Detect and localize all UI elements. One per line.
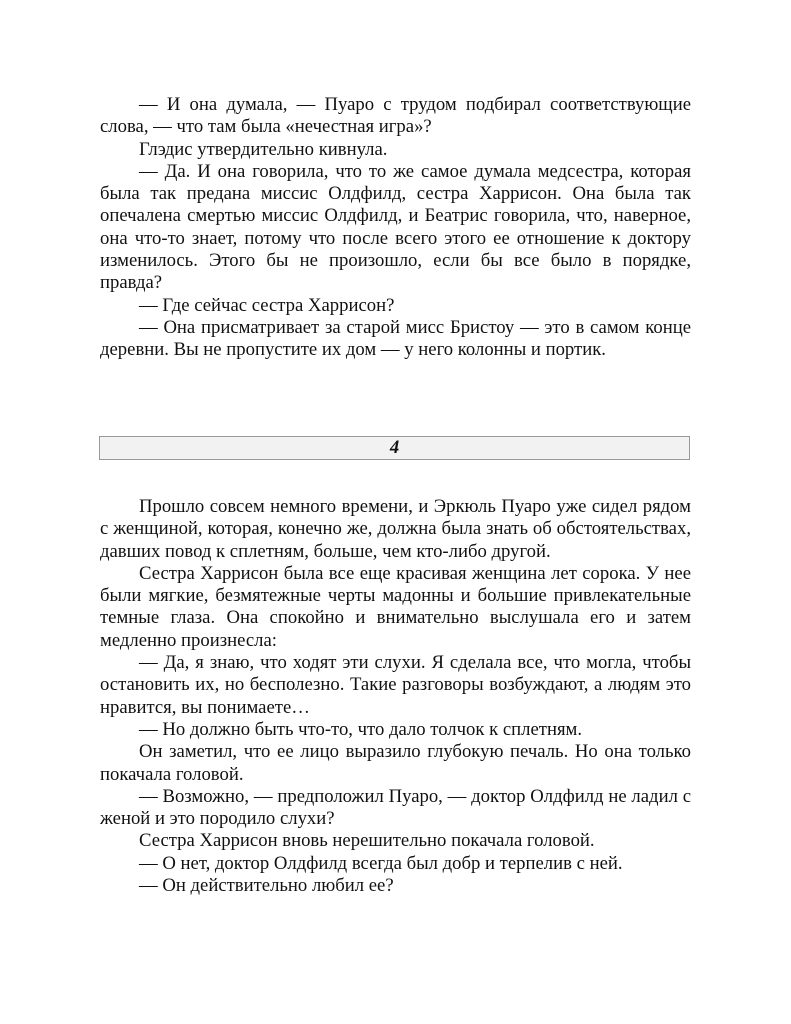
chapter-number: 4 [389, 437, 400, 458]
paragraph: — О нет, доктор Олдфилд всегда был добр и терпелив с ней. [139, 852, 623, 874]
paragraph: — Но должно быть что-то, что дало толчок к сплетням. [139, 718, 583, 740]
paragraph: Он заметил, что ее лицо выразило глубокую печаль. Но она только покачала головой. [100, 741, 691, 785]
text-section-after-chapter [100, 496, 691, 897]
paragraph: Прошло совсем немного времени, и Эркюль Пуаро уже сидел рядом с женщиной, которая, конечно же, должна была знать об обстоятельствах, давших повод к сплетням, больше, чем кто-либо другой. [100, 496, 691, 562]
text-section-before-chapter [100, 94, 691, 362]
paragraph: — Да. И она говорила, что то же самое думала медсестра, которая была так предана миссис Олдфилд, сестра Харрисон. Она была так опечалена смертью миссис Олдфилд, и Беатрис говорила, что, наверное, она что-то знает, потому что после всего этого ее отношение к доктору изменилось. Этого бы не произошло, если бы все было в порядке, правда? [100, 160, 691, 294]
paragraph: — Да, я знаю, что ходят эти слухи. Я сделала все, что могла, чтобы остановить их, но бесполезно. Такие разговоры возбуждают, а людям это нравится, вы понимаете… [100, 652, 691, 718]
paragraph: Сестра Харрисон была все еще красивая женщина лет сорока. У нее были мягкие, безмятежные черты мадонны и большие привлекательные темные глаза. Она спокойно и внимательно выслушала его и затем медленно произнесла: [100, 562, 691, 651]
paragraph: — И она думала, — Пуаро с трудом подбирал соответствующие слова, — что там была «нечестная игра»? [100, 94, 691, 138]
paragraph: — Она присматривает за старой мисс Бристоу — это в самом конце деревни. Вы не пропустите их дом — у него колонны и портик. [100, 316, 691, 361]
chapter-heading [99, 436, 690, 460]
paragraph: Сестра Харрисон вновь нерешительно покачала головой. [139, 830, 595, 852]
paragraph: — Он действительно любил ее? [139, 875, 394, 897]
paragraph: — Где сейчас сестра Харрисон? [139, 294, 395, 316]
paragraph: Глэдис утвердительно кивнула. [139, 138, 388, 160]
paragraph: — Возможно, — предположил Пуаро, — доктор Олдфилд не ладил с женой и это породило слухи? [100, 785, 691, 830]
